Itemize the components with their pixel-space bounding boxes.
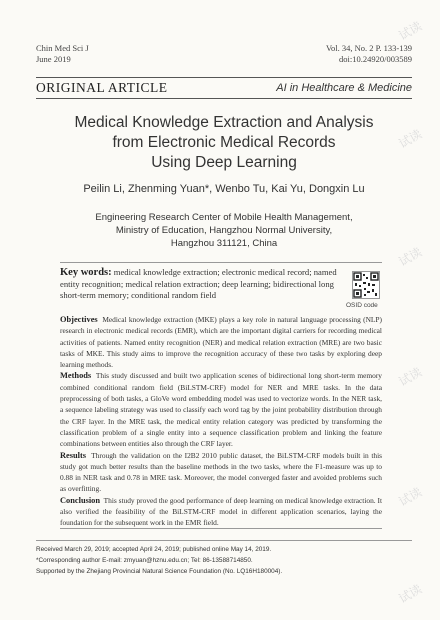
keywords-text: medical knowledge extraction; electronic medical record; named entity recognition; medical relation extraction; deep learning; bidirectional long short-term memory; conditional random field [60,267,337,300]
keywords-block [60,267,345,302]
results-text: Through the validation on the I2B2 2010 public dataset, the BiLSTM-CRF models built in this study got much better results than the baseline methods in the two tasks, where the F1-measure was up to 0.88 in NER task and 0.78 in MRE task. Moreover, the model converged faster and avoided problems such as overfitting. [60,450,382,494]
volume-info: Vol. 34, No. 2 P. 133-139 [325,43,412,53]
watermark: 试读 [396,244,425,269]
conclusion-label: Conclusion [60,495,101,505]
title-line: Using Deep Learning [151,154,297,171]
abstract-conclusion [60,495,382,529]
abstract-bottom-rule [60,528,382,529]
article-title [36,113,412,173]
results-label: Results [60,450,87,460]
keywords-top-rule [60,262,382,263]
article-type: ORIGINAL ARTICLE [36,80,168,95]
watermark: 试读 [396,364,425,389]
title-line: Medical Knowledge Extraction and Analysis [74,114,374,131]
top-rule [36,77,412,78]
watermark: 试读 [396,581,425,606]
affiliation-line: Hangzhou 311121, China [170,238,278,249]
qr-code-icon [352,271,380,299]
abstract-methods [60,370,382,449]
objectives-text: Medical knowledge extraction (MKE) plays a key role in natural language processing (NLP) research in electronic medical records (EMR), which are the important digital carriers for recording medical activities of patients. Named entity recognition (NER) and medical relation extraction (MRE) are two basic tasks of MKE. This study aims to improve the recognition accuracy of these two tasks by exploring deep learning methods. [60,315,383,370]
footnote-funding: Supported by the Zhejiang Provincial Natural Science Foundation (No. LQ16H180004). [36,568,283,575]
osid-label: OSID code [346,302,378,309]
affiliation [36,211,412,250]
doi: doi:10.24920/003589 [339,54,412,64]
footnote-correspondence: *Corresponding author E-mail: zmyuan@hznu.edu.cn; Tel: 86-13588714850. [36,557,253,564]
author-list: Peilin Li, Zhenming Yuan*, Wenbo Tu, Kai Yu, Dongxin Lu [83,183,365,195]
keywords-label: Key words: [60,267,112,278]
abstract-objectives [60,314,382,370]
header-rule [36,98,412,99]
conclusion-text: This study proved the good performance of deep learning on medical knowledge extraction. It also verified the feasibility of the BiLSTM-CRF model in different application scenarios, laying the foundation for the subsequent work in the EMR field. [60,495,382,528]
objectives-label: Objectives [60,315,98,324]
footnote-dates: Received March 29, 2019; accepted April 24, 2019; published online May 14, 2019. [36,546,272,553]
methods-label: Methods [60,371,92,381]
watermark: 试读 [396,126,425,151]
issue-date: June 2019 [36,54,71,64]
footnote-rule [36,540,412,541]
section-tag: AI in Healthcare & Medicine [276,82,412,94]
affiliation-line: Ministry of Education, Hangzhou Normal University, [115,225,333,236]
watermark: 试读 [396,18,425,43]
abstract-results [60,450,382,495]
footnotes [36,544,282,577]
watermark: 试读 [396,484,425,509]
title-line: from Electronic Medical Records [112,134,336,151]
abstract [60,314,382,529]
journal-name: Chin Med Sci J [36,43,89,53]
methods-text: This study discussed and built two application scenes of bidirectional long short-term memory combined conditional random field (BiLSTM-CRF) model for NER and MRE tasks. In the data preprocessing of both tasks, a GloVe word embedding model was used to vectorize words. In the NER task, a sequence labeling strategy was used to classify each word tag by the joint probability distribution through the CRF layer. In the MRE task, the medical entity relation category was predicted by transforming the classification problem of a single entity into a sequence classification problem and linking the feature combinations between entities also through the CRF layer. [60,371,382,449]
affiliation-line: Engineering Research Center of Mobile Health Management, [95,212,353,223]
